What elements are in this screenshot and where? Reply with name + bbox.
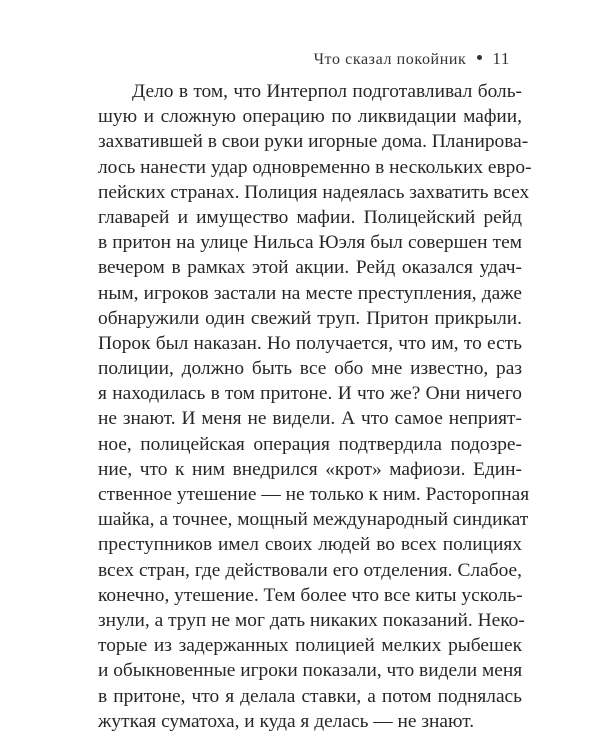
text-line: в притон на улице Нильса Юэля был совершен тем — [98, 232, 522, 254]
text-line: Порок был наказан. Но получается, что им, то есть — [98, 332, 522, 354]
running-title: Что сказал покойник — [313, 51, 467, 68]
text-line: полиции, должно быть все обо мне известно, раз — [98, 358, 522, 380]
text-line: знули, а труп не мог дать никаких показаний. Неко- — [98, 609, 525, 631]
text-line: Дело в том, что Интерпол подготавливал боль- — [132, 81, 522, 102]
text-line: ственное утешение — не только к ним. Расторопная — [98, 484, 530, 505]
running-header — [314, 49, 510, 69]
body-text — [98, 79, 532, 734]
bullet-separator-icon — [477, 55, 482, 60]
text-line: вечером в рамках этой акции. Рейд оказался удач- — [98, 257, 522, 279]
page-number: 11 — [492, 49, 510, 68]
text-line: захватившей в свои руки игорные дома. Планирова- — [98, 131, 529, 153]
text-line: преступников имел своих людей во всех полициях — [98, 534, 522, 556]
text-line: всех стран, где действовали его отделения. Слабое, — [98, 559, 522, 581]
text-line: жуткая суматоха, и куда я делась — не знают. — [98, 710, 475, 732]
text-line: ное, полицейская операция подтвердила подозре- — [98, 433, 522, 455]
text-line: торые из задержанных полицией мелких рыбешек — [98, 635, 522, 657]
text-line: ным, игроков застали на месте преступления, даже — [98, 282, 522, 304]
text-line: я находилась в том притоне. И что же? Они ничего — [98, 383, 522, 405]
text-line: ние, что к ним внедрился «крот» мафиози. Един- — [98, 458, 522, 480]
text-line: шайка, а точнее, мощный международный синдикат — [98, 509, 529, 531]
text-line: пейских странах. Полиция надеялась захватить всех — [98, 181, 530, 203]
text-line: обнаружили один свежий труп. Притон прикрыли. — [98, 307, 522, 329]
text-line: конечно, утешение. Тем более что все киты усколь- — [98, 584, 523, 606]
text-line: и обыкновенные игроки показали, что видели меня — [98, 660, 523, 682]
text-line: главарей и имущество мафии. Полицейский рейд — [98, 206, 522, 228]
text-line: в притоне, что я делала ставки, а потом поднялась — [98, 685, 522, 707]
text-line: шую и сложную операцию по ликвидации мафии, — [98, 106, 522, 128]
text-line: не знают. И меня не видели. А что самое неприят- — [98, 408, 522, 430]
text-line: лось нанести удар одновременно в нескольких евро- — [98, 156, 532, 178]
